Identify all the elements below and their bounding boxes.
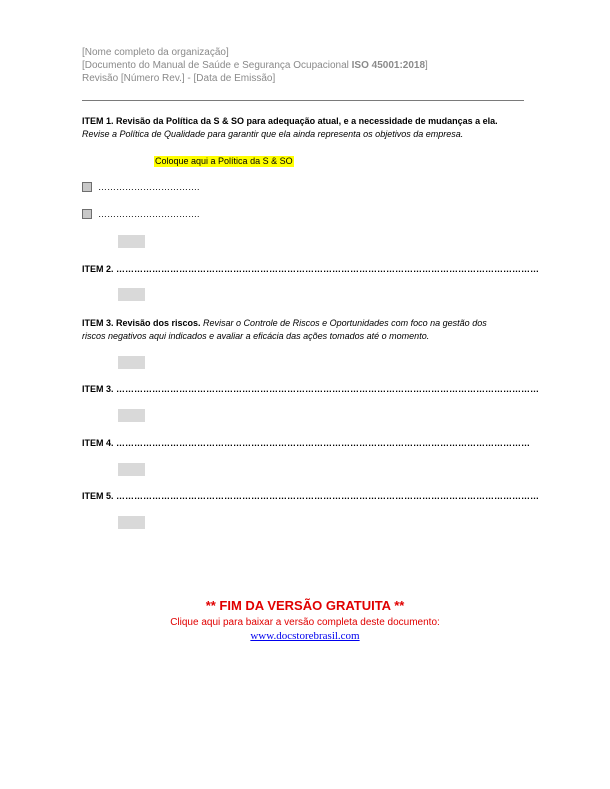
policy-placeholder: Coloque aqui a Política da S & SO <box>155 156 293 166</box>
header-divider <box>82 100 524 101</box>
download-instruction[interactable]: Clique aqui para baixar a versão completa deste documento: <box>170 617 440 628</box>
form-field-3[interactable] <box>118 356 145 369</box>
checkbox-2-label: ……………………………. <box>98 209 200 219</box>
document-line <box>82 59 428 72</box>
download-link[interactable]: www.docstorebrasil.com <box>250 630 360 642</box>
document-line-end: ] <box>425 60 428 71</box>
form-field-4[interactable] <box>118 409 145 422</box>
item2-line: ITEM 2. …………………………………………………………………………………………………………………………… <box>82 264 540 274</box>
item5-line: ITEM 5. …………………………………………………………………………………………………………………………… <box>82 491 540 501</box>
iso-standard: ISO 45001:2018 <box>351 60 426 71</box>
document-line-text: [Documento do Manual de Saúde e Segurança Ocupacional <box>82 60 352 71</box>
item3-title-italic: Revisar o Controle de Riscos e Oportunidades com foco na gestão dos <box>200 318 487 328</box>
checkbox-1[interactable] <box>82 182 92 192</box>
item3b-line: ITEM 3. …………………………………………………………………………………………………………………………… <box>82 384 540 394</box>
checkbox-1-label: ……………………………. <box>98 182 200 192</box>
form-field-1[interactable] <box>118 235 145 248</box>
item3-title-bold: ITEM 3. Revisão dos riscos. <box>82 318 201 328</box>
item3-instruction: riscos negativos aqui indicados e avaliar a eficácia das ações tomados até o momento. <box>82 331 430 341</box>
item3-title <box>82 317 487 329</box>
item1-title: ITEM 1. Revisão da Política da S & SO para adequação atual, e a necessidade de mudanças a ela. <box>82 116 498 126</box>
item4-line: ITEM 4. ………………………………………………………………………………………………………………………… <box>82 438 531 448</box>
form-field-5[interactable] <box>118 463 145 476</box>
free-version-end-title: ** FIM DA VERSÃO GRATUITA ** <box>205 598 405 613</box>
form-field-6[interactable] <box>118 516 145 529</box>
checkbox-2[interactable] <box>82 209 92 219</box>
org-name: [Nome completo da organização] <box>82 47 229 58</box>
form-field-2[interactable] <box>118 288 145 301</box>
item1-instruction: Revise a Política de Qualidade para garantir que ela ainda representa os objetivos da empresa. <box>82 129 464 139</box>
revision-line: Revisão [Número Rev.] - [Data de Emissão] <box>82 73 276 84</box>
